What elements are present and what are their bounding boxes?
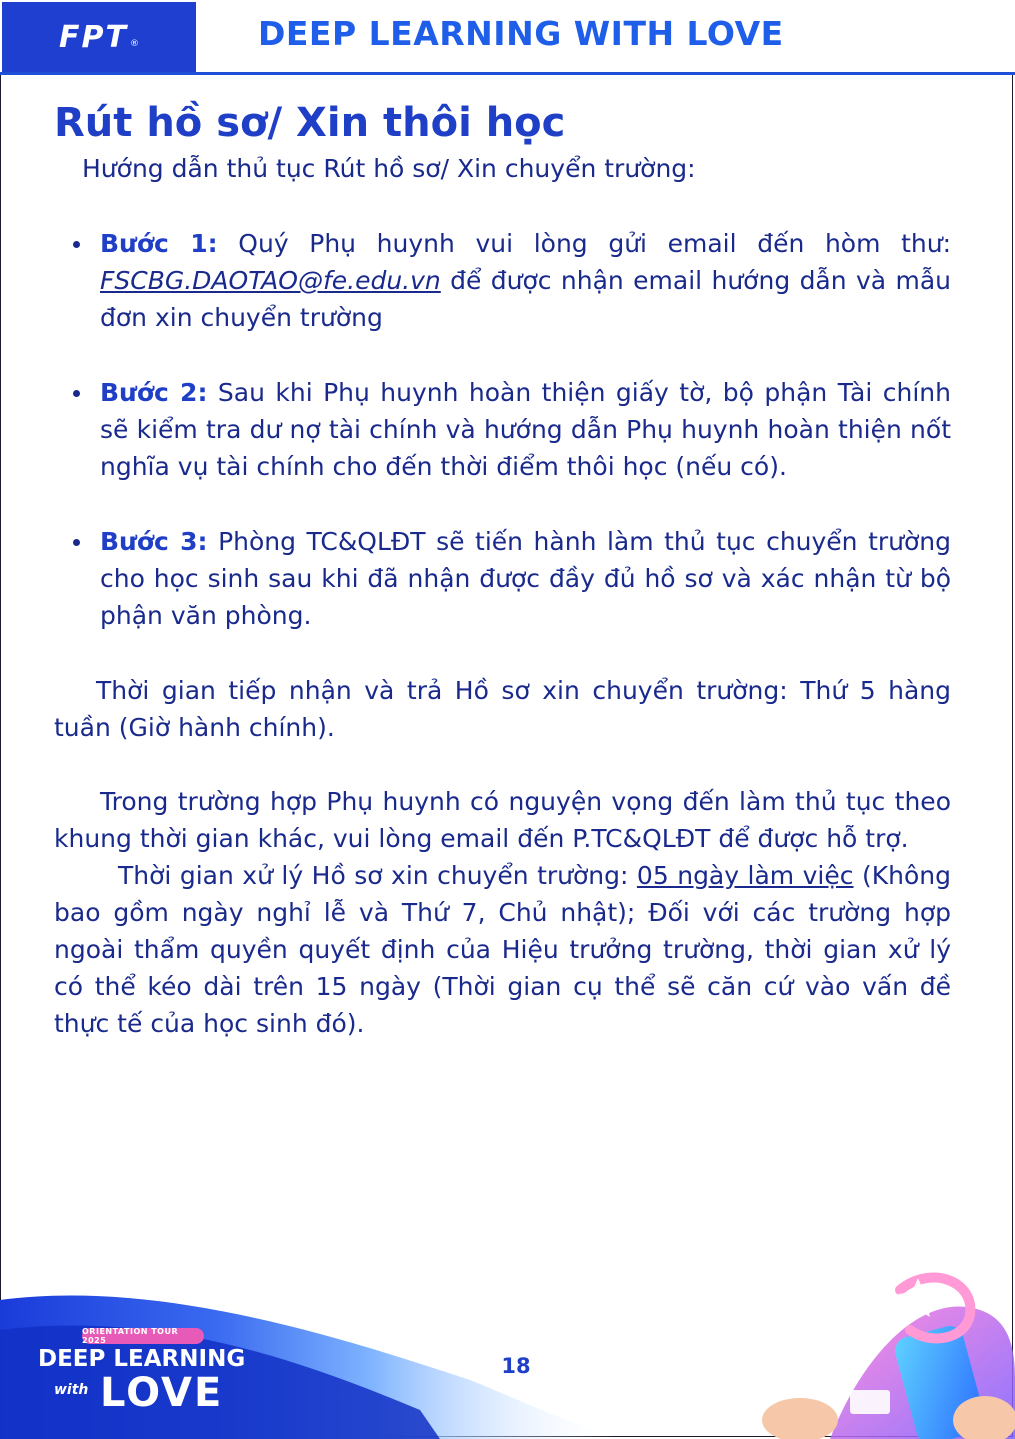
fpt-logo [2,2,196,72]
step-text: Quý Phụ huynh vui lòng gửi email đến hòm thư: [217,229,952,258]
footer-brand-with: with [54,1382,89,1398]
registered-mark: ® [129,39,139,49]
main-content [54,150,951,1042]
step-label: Bước 3: [100,527,208,556]
orientation-tour-badge: ORIENTATION TOUR 2025 [82,1328,204,1344]
bullet-icon [73,539,80,546]
steps-list [54,225,951,634]
fpt-logo-text: FPT [59,19,128,55]
processing-text: (Không bao gồm ngày nghỉ lễ và Thứ 7, Chủ nhật); Đối với các trường hợp ngoài thẩm quyền quyết định của Hiệu trưởng trường, thời gian xử lý có thể kéo dài trên 15 ngày (Thời gian cụ thể sẽ căn cứ vào vấn đề thực tế của học sinh đó). [54,861,952,1038]
page-header [0,0,1015,74]
other-time-paragraph: Trong trường hợp Phụ huynh có nguyện vọng đến làm thủ tục theo khung thời gian khác, vui lòng email đến P.TC&QLĐT để được hỗ trợ. [54,787,951,853]
step-label: Bước 2: [100,378,208,407]
intro-text: Hướng dẫn thủ tục Rút hồ sơ/ Xin chuyển trường: [82,154,696,183]
step-label: Bước 1: [100,229,218,258]
bullet-icon [73,390,80,397]
processing-time-paragraph [54,857,951,1042]
step-text: Phòng TC&QLĐT sẽ tiến hành làm thủ tục chuyển trường cho học sinh sau khi đã nhận được đầy đủ hồ sơ và xác nhận từ bộ phận văn phòng. [100,527,951,630]
footer-brand-love: LOVE [100,1370,224,1416]
step-3 [54,523,951,634]
processing-text: Thời gian xử lý Hồ sơ xin chuyển trường: [118,861,637,890]
page-title: Rút hồ sơ/ Xin thôi học [54,100,566,146]
header-divider [0,72,1015,75]
reception-time-paragraph: Thời gian tiếp nhận và trả Hồ sơ xin chuyển trường: Thứ 5 hàng tuần (Giờ hành chính). [54,676,951,742]
page-number: 18 [501,1354,531,1378]
page-footer [0,1270,1015,1439]
step-text: để được nhận email hướng dẫn và mẫu đơn xin chuyển trường [100,266,951,332]
processing-days: 05 ngày làm việc [636,861,854,890]
header-title: DEEP LEARNING WITH LOVE [258,14,784,53]
footer-brand-line: DEEP LEARNING [38,1346,246,1372]
bullet-icon [73,241,80,248]
step-2 [54,374,951,485]
email-link[interactable]: FSCBG.DAOTAO@fe.edu.vn [100,266,441,295]
step-text: Sau khi Phụ huynh hoàn thiện giấy tờ, bộ phận Tài chính sẽ kiểm tra dư nợ tài chính và hướng dẫn Phụ huynh hoàn thiện nốt nghĩa vụ tài chính cho đến thời điểm thôi học (nếu có). [100,378,951,481]
step-1 [54,225,951,336]
